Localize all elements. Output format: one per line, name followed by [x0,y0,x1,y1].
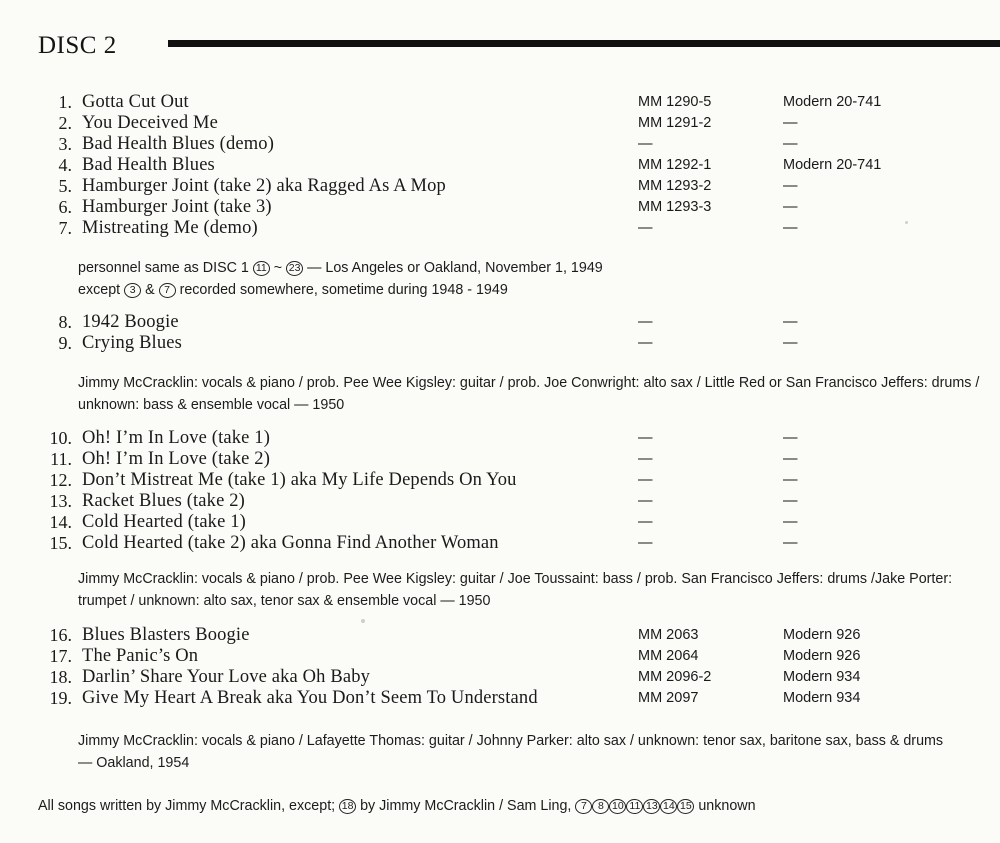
track-number: 9. [58,333,72,353]
session-note-2-line-1: Jimmy McCracklin: vocals & piano / prob. Pee Wee Kigsley: guitar / prob. Joe Conwright: alto sax / Little Red or San Francisco Jeffers: drums / [78,375,980,391]
track-matrix-number: MM 2097 [638,690,699,706]
track-row [38,312,968,333]
track-title: Bad Health Blues (demo) [82,134,274,154]
track-row [38,218,968,239]
track-release-number: Modern 926 [783,627,861,643]
track-matrix-number: — [638,472,653,488]
track-release-number: Modern 20-741 [783,94,882,110]
track-title: Cold Hearted (take 2) aka Gonna Find Another Woman [82,533,499,553]
track-group-2 [38,312,968,354]
track-number: 13. [49,491,72,511]
track-row [38,134,968,155]
session-note-4-line-1: Jimmy McCracklin: vocals & piano / Lafayette Thomas: guitar / Johnny Parker: alto sax / unknown: tenor sax, baritone sax, bass & drums [78,733,944,749]
track-row [38,667,968,688]
track-matrix-number: — [638,314,653,330]
track-title: Give My Heart A Break aka You Don’t Seem To Understand [82,688,538,708]
track-title: Hamburger Joint (take 3) [82,197,272,217]
track-title: You Deceived Me [82,113,219,133]
track-matrix-number: MM 1293-3 [638,199,712,215]
session-note-3 [78,568,968,612]
track-release-number: — [783,535,798,551]
track-release-number: — [783,493,798,509]
track-number: 2. [58,113,72,133]
track-title: Crying Blues [82,333,182,353]
track-number: 8. [58,312,72,332]
note-text: except [78,282,125,298]
header-rule [168,40,1000,47]
scan-speck [361,619,365,623]
track-matrix-number: MM 1293-2 [638,178,712,194]
circled-number: 7 [575,799,592,814]
circled-number: 14 [660,799,677,814]
track-row [38,688,968,709]
track-matrix-number: MM 1291-2 [638,115,712,131]
track-title: Cold Hearted (take 1) [82,512,246,532]
track-title: Mistreating Me (demo) [82,218,258,238]
track-release-number: — [783,178,798,194]
session-note-3-line-1: Jimmy McCracklin: vocals & piano / prob. Pee Wee Kigsley: guitar / Joe Toussaint: bass / prob. San Francisco Jeffers: drums /Jake Porter: [78,571,953,587]
track-number: 15. [49,533,72,553]
track-number: 4. [58,155,72,175]
footer-text: by Jimmy McCracklin / Sam Ling, [356,798,576,814]
track-release-number: — [783,335,798,351]
circled-number: 23 [286,261,303,276]
circled-number: 11 [626,799,643,814]
track-row [38,113,968,134]
track-number: 7. [58,218,72,238]
scan-speck [905,221,908,224]
track-row [38,449,968,470]
track-row [38,197,968,218]
track-title: Oh! I’m In Love (take 1) [82,428,271,448]
track-title: Blues Blasters Boogie [82,625,250,645]
footer-circled-list [575,798,694,814]
note-text: & [141,282,159,298]
track-release-number: Modern 20-741 [783,157,882,173]
footer-text: unknown [694,798,756,814]
track-title: Bad Health Blues [82,155,215,175]
track-matrix-number: — [638,335,653,351]
track-release-number: — [783,514,798,530]
session-note-3-line-2: trumpet / unknown: alto sax, tenor sax & ensemble vocal — 1950 [78,593,491,609]
session-note-4-line-2: — Oakland, 1954 [78,755,190,771]
track-row [38,176,968,197]
footer-text: All songs written by Jimmy McCracklin, except; [38,798,340,814]
credits-footer [38,798,968,814]
track-matrix-number: MM 2063 [638,627,699,643]
track-matrix-number: — [638,514,653,530]
note-text: personnel same as DISC 1 [78,260,253,276]
track-title: 1942 Boogie [82,312,179,332]
track-row [38,470,968,491]
track-row [38,491,968,512]
track-number: 19. [49,688,72,708]
track-row [38,333,968,354]
circled-number: 7 [159,283,176,298]
track-number: 10. [49,428,72,448]
session-note-1-line-2 [78,279,968,301]
track-group-3 [38,428,968,554]
track-number: 16. [49,625,72,645]
track-matrix-number: MM 1290-5 [638,94,712,110]
track-release-number: — [783,220,798,236]
track-row [38,533,968,554]
session-note-2 [78,372,980,416]
track-number: 3. [58,134,72,154]
track-matrix-number: — [638,220,653,236]
track-release-number: — [783,314,798,330]
track-title: Racket Blues (take 2) [82,491,245,511]
track-group-1 [38,92,968,239]
track-matrix-number: MM 2096-2 [638,669,712,685]
session-note-1 [78,257,968,301]
circled-number: 13 [643,799,660,814]
track-matrix-number: — [638,535,653,551]
track-number: 11. [50,449,72,469]
session-note-2-line-2: unknown: bass & ensemble vocal — 1950 [78,397,345,413]
track-title: Oh! I’m In Love (take 2) [82,449,271,469]
disc-title: DISC 2 [38,32,117,59]
track-matrix-number: — [638,451,653,467]
track-title: Darlin’ Share Your Love aka Oh Baby [82,667,370,687]
track-release-number: Modern 934 [783,669,861,685]
disc-header [38,32,968,68]
note-text: recorded somewhere, sometime during 1948 - 1949 [175,282,508,298]
track-row [38,428,968,449]
track-number: 17. [49,646,72,666]
track-title: Gotta Cut Out [82,92,189,112]
track-release-number: Modern 934 [783,690,861,706]
track-release-number: — [783,136,798,152]
track-row [38,512,968,533]
note-text: — Los Angeles or Oakland, November 1, 1949 [303,260,603,276]
track-row [38,625,968,646]
track-number: 6. [58,197,72,217]
track-title: Hamburger Joint (take 2) aka Ragged As A Mop [82,176,446,196]
track-release-number: — [783,451,798,467]
note-text: ~ [269,260,287,276]
circled-number: 3 [124,283,141,298]
track-release-number: — [783,199,798,215]
track-group-4 [38,625,968,709]
session-note-4 [78,730,968,774]
circled-number: 11 [253,261,270,276]
track-number: 14. [49,512,72,532]
track-title: The Panic’s On [82,646,199,666]
track-release-number: Modern 926 [783,648,861,664]
track-row [38,92,968,113]
track-matrix-number: MM 2064 [638,648,699,664]
circled-number: 8 [592,799,609,814]
track-number: 12. [49,470,72,490]
track-matrix-number: MM 1292-1 [638,157,712,173]
session-note-1-line-1 [78,257,968,279]
track-matrix-number: — [638,430,653,446]
track-matrix-number: — [638,493,653,509]
track-release-number: — [783,430,798,446]
track-release-number: — [783,115,798,131]
circled-number: 18 [339,799,356,814]
track-row [38,646,968,667]
track-title: Don’t Mistreat Me (take 1) aka My Life Depends On You [82,470,517,490]
track-row [38,155,968,176]
track-number: 1. [58,92,72,112]
track-release-number: — [783,472,798,488]
circled-number: 10 [609,799,626,814]
track-number: 18. [49,667,72,687]
circled-number: 15 [677,799,694,814]
track-matrix-number: — [638,136,653,152]
track-number: 5. [58,176,72,196]
